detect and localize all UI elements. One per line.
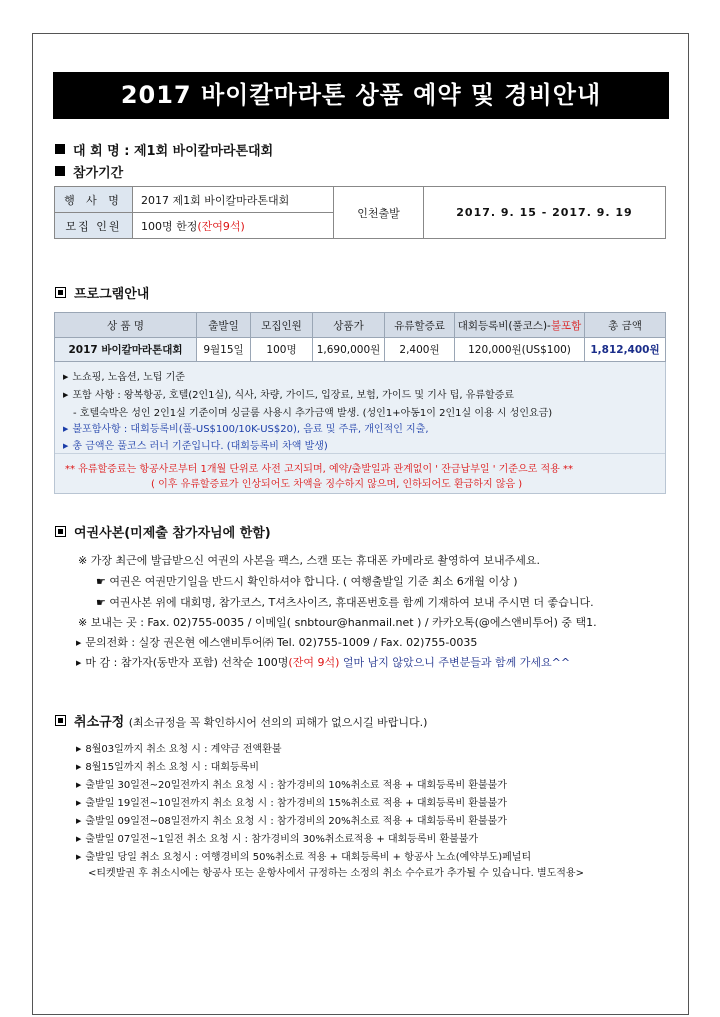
triangle-bullet-icon: ▶ xyxy=(63,373,69,381)
triangle-bullet-icon: ▶ xyxy=(76,781,82,789)
col-product: 상 품 명 xyxy=(55,313,197,338)
recruit-remaining: (잔여9석) xyxy=(197,219,245,233)
cancel-item xyxy=(76,848,531,863)
col-price: 상품가 xyxy=(313,313,385,338)
triangle-bullet-icon: ▶ xyxy=(76,817,82,825)
passport-line: ☛ 여권은 여권만기일을 반드시 확인하셔야 합니다. ( 여행출발일 기준 최소 6개월 이상 ) xyxy=(96,575,518,588)
cancel-item-text: 8월03일까지 취소 요청 시 : 계약금 전액환불 xyxy=(85,744,282,755)
square-bullet-icon xyxy=(55,715,66,726)
passport-line: ※ 보내는 곳 : Fax. 02)755-0035 / 이메일( snbtour@hanmail.net ) / 카카오톡(@에스앤비투어) 중 택1. xyxy=(78,616,597,629)
program-table xyxy=(54,312,666,362)
cancel-item xyxy=(76,830,478,845)
departure-cell: 인천출발 xyxy=(334,187,424,239)
event-name-heading xyxy=(55,140,273,159)
period-heading xyxy=(55,162,123,181)
passport-heading xyxy=(55,522,271,541)
note-item xyxy=(63,386,514,401)
note-item xyxy=(63,368,185,383)
passport-contact: 문의전화 : 실장 권은현 에스앤비투어㈜ Tel. 02)755-1009 / Fax. 02)755-0035 xyxy=(85,636,478,649)
note-text: 불포함사항 : 대회등록비(풀-US$100/10K-US$20), 음료 및 주류, 개인적인 지출, xyxy=(72,424,429,435)
cancel-subheading: (최소규정을 꼭 확인하시어 선의의 피해가 없으시길 바랍니다.) xyxy=(128,716,428,729)
cancel-item xyxy=(76,812,507,827)
passport-heading-text: 여권사본(미제출 참가자님에 한함) xyxy=(74,526,271,541)
event-label: 행 사 명 xyxy=(55,187,133,213)
program-heading-text: 프로그램안내 xyxy=(74,287,150,302)
cancel-heading xyxy=(55,711,427,730)
square-bullet-icon xyxy=(55,144,65,154)
event-info-table xyxy=(54,186,666,239)
note-item xyxy=(63,437,328,452)
cell-price: 1,690,000원 xyxy=(313,338,385,362)
deadline-text: 마 감 : 참가자(동반자 포함) 선착순 100명 xyxy=(85,656,289,669)
square-bullet-icon xyxy=(55,526,66,537)
cell-departure: 9월15일 xyxy=(197,338,251,362)
event-value: 2017 제1회 바이칼마라톤대회 xyxy=(133,187,334,213)
passport-line: ☛ 여권사본 위에 대회명, 참가코스, T셔츠사이즈, 휴대폰번호를 함께 기재하여 보내 주시면 더 좋습니다. xyxy=(96,596,594,609)
col-fee xyxy=(455,313,585,338)
cancel-item-text: 출발일 07일전~1일전 취소 요청 시 : 참가경비의 30%취소료적용 + 대회등록비 환불불가 xyxy=(85,834,479,845)
fuel-warning-line: ** 유류할증료는 항공사로부터 1개월 단위로 사전 고지되며, 예약/출발일과 관계없이 ' 잔금납부일 ' 기준으로 적용 ** xyxy=(65,464,573,475)
triangle-bullet-icon: ▶ xyxy=(76,799,82,807)
cancel-item xyxy=(76,740,281,755)
cell-total: 1,812,400원 xyxy=(585,338,666,362)
cancel-item-text: 출발일 당일 취소 요청시 : 여행경비의 50%취소료 적용 + 대회등록비 + 항공사 노쇼(예약부도)페널티 xyxy=(85,852,532,863)
col-fuel: 유류할증료 xyxy=(385,313,455,338)
cell-product: 2017 바이칼마라톤대회 xyxy=(55,338,197,362)
recruit-value: 100명 한정 xyxy=(141,219,198,233)
program-heading xyxy=(55,283,149,302)
cell-fuel: 2,400원 xyxy=(385,338,455,362)
cancel-footer: <티켓발권 후 취소시에는 항공사 또는 운항사에서 규정하는 소정의 취소 수수료가 추가될 수 있습니다. 별도적용> xyxy=(88,868,584,879)
table-row xyxy=(55,338,666,362)
table-row xyxy=(55,187,666,213)
deadline-remaining: (잔여 9석) xyxy=(288,656,340,669)
table-header-row xyxy=(55,313,666,338)
note-text: 포함 사항 : 왕복항공, 호텔(2인1실), 식사, 차량, 가이드, 입장료, 보험, 가이드 및 기사 팁, 유류할증료 xyxy=(72,390,514,401)
square-bullet-icon xyxy=(55,287,66,298)
cancel-item-text: 출발일 30일전~20일전까지 취소 요청 시 : 참가경비의 10%취소료 적용 + 대회등록비 환불불가 xyxy=(85,780,507,791)
square-bullet-icon xyxy=(55,166,65,176)
divider xyxy=(55,453,665,454)
triangle-bullet-icon: ▶ xyxy=(76,853,82,861)
triangle-bullet-icon: ▶ xyxy=(76,639,82,647)
triangle-bullet-icon: ▶ xyxy=(76,659,82,667)
cancel-item xyxy=(76,758,259,773)
col-departure: 출발일 xyxy=(197,313,251,338)
dates-cell: 2017. 9. 15 - 2017. 9. 19 xyxy=(424,187,666,239)
cancel-item-text: 8월15일까지 취소 요청 시 : 대회등록비 xyxy=(85,762,259,773)
triangle-bullet-icon: ▶ xyxy=(76,835,82,843)
cancel-item-text: 출발일 09일전~08일전까지 취소 요청 시 : 참가경비의 20%취소료 적용 + 대회등록비 환불불가 xyxy=(85,816,507,827)
triangle-bullet-icon: ▶ xyxy=(63,425,69,433)
cancel-heading-text: 취소규정 xyxy=(74,715,125,730)
triangle-bullet-icon: ▶ xyxy=(63,442,69,450)
deadline-note: 얼마 남지 않았으니 주변분들과 함께 가세요^^ xyxy=(339,656,571,669)
note-text: 총 금액은 풀코스 러너 기준입니다. (대회등록비 차액 발생) xyxy=(72,441,328,452)
col-fee-excluded: 불포함 xyxy=(550,319,582,332)
note-item xyxy=(73,404,552,419)
note-text: - 호텔숙박은 성인 2인1실 기준이며 싱글룸 사용시 추가금액 발생. (성인1+아동1이 2인1실 이용 시 성인요금) xyxy=(73,408,553,419)
col-total: 총 금액 xyxy=(585,313,666,338)
note-text: 노쇼핑, 노옵션, 노팁 기준 xyxy=(72,372,185,383)
recruit-value-cell xyxy=(133,213,334,239)
triangle-bullet-icon: ▶ xyxy=(76,745,82,753)
note-item xyxy=(63,420,429,435)
triangle-bullet-icon: ▶ xyxy=(76,763,82,771)
col-fee-label: 대회등록비(풀코스)- xyxy=(457,319,551,332)
passport-line xyxy=(76,654,570,670)
program-notes xyxy=(54,362,666,494)
page-title: 2017 바이칼마라톤 상품 예약 및 경비안내 xyxy=(53,72,669,119)
cell-recruit: 100명 xyxy=(251,338,313,362)
col-recruit: 모집인원 xyxy=(251,313,313,338)
triangle-bullet-icon: ▶ xyxy=(63,391,69,399)
period-heading-text: 참가기간 xyxy=(73,166,124,181)
cell-fee: 120,000원(US$100) xyxy=(455,338,585,362)
fuel-warning-line: ( 이후 유류할증료가 인상되어도 차액을 징수하지 않으며, 인하되어도 환급하지 않음 ) xyxy=(151,479,523,490)
recruit-label: 모집 인원 xyxy=(55,213,133,239)
event-name-text: 대 회 명 : 제1회 바이칼마라톤대회 xyxy=(73,144,274,159)
cancel-item xyxy=(76,794,507,809)
cancel-item-text: 출발일 19일전~10일전까지 취소 요청 시 : 참가경비의 15%취소료 적용 + 대회등록비 환불불가 xyxy=(85,798,507,809)
cancel-item xyxy=(76,776,507,791)
passport-line: ※ 가장 최근에 발급받으신 여권의 사본을 팩스, 스캔 또는 휴대폰 카메라로 촬영하여 보내주세요. xyxy=(78,554,540,567)
passport-line xyxy=(76,634,477,650)
